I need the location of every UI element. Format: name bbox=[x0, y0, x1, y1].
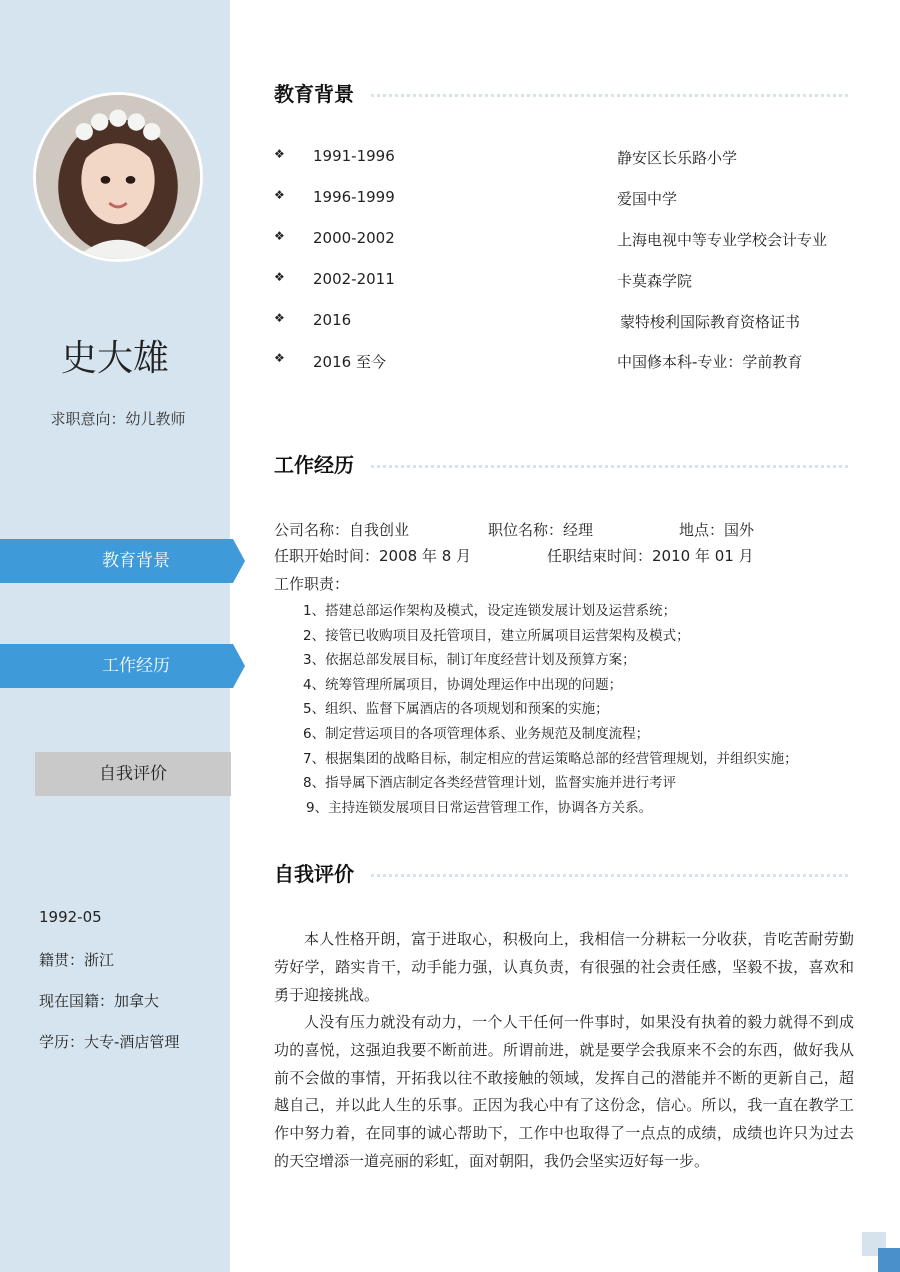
duty-item: 4、统筹管理所属项目，协调处理运作中出现的问题； bbox=[303, 677, 623, 693]
birth-date: 1992-05 bbox=[39, 908, 102, 926]
dotted-divider bbox=[371, 874, 848, 877]
self-evaluation-paragraph: 人没有压力就没有动力，一个人干任何一件事时，如果没有执着的毅力就得不到成功的喜悦，这强迫我要不断前进。所谓前进，就是要学会我原来不会的东西，做好我从前不会做的事情，开拓我以往不敢接触的领域，发挥自己的潜能并不断的更新自己，超越自己，并以此人生的乐事。正因为我心中有了这份念，信心。所以，我一直在教学工作中努力着，在同事的诚心帮助下，工作中也取得了一点点的成绩，成绩也许只为过去的天空增添一道亮丽的彩虹，面对朝阳，我仍会坚实迈好每一步。 bbox=[274, 1013, 854, 1170]
section-self-header bbox=[274, 858, 848, 888]
nav-self-label: 自我评价 bbox=[99, 764, 167, 784]
diamond-bullet-icon: ❖ bbox=[274, 188, 285, 202]
diamond-bullet-icon: ❖ bbox=[274, 147, 285, 161]
education-years: 1991-1996 bbox=[313, 147, 395, 165]
candidate-name: 史大雄 bbox=[60, 338, 169, 379]
section-work-header bbox=[274, 449, 848, 479]
education-school: 卡莫森学院 bbox=[617, 272, 693, 290]
work-start: 任职开始时间：2008 年 8 月 bbox=[274, 547, 472, 565]
section-title: 教育背景 bbox=[274, 82, 354, 106]
education-years: 1996-1999 bbox=[313, 188, 395, 206]
profile-photo bbox=[33, 92, 203, 262]
origin: 籍贯：浙江 bbox=[39, 951, 115, 969]
education-row bbox=[274, 147, 854, 171]
diamond-bullet-icon: ❖ bbox=[274, 351, 285, 365]
duty-item: 3、依据总部发展目标，制订年度经营计划及预算方案； bbox=[303, 652, 636, 668]
duty-item: 6、制定营运项目的各项管理体系、业务规范及制度流程； bbox=[303, 726, 650, 742]
nationality: 现在国籍：加拿大 bbox=[39, 992, 160, 1010]
duties-label: 工作职责： bbox=[274, 575, 350, 593]
dotted-divider bbox=[371, 94, 848, 97]
corner-decoration bbox=[878, 1248, 900, 1272]
education-school: 上海电视中等专业学校会计专业 bbox=[617, 231, 828, 249]
company-name: 公司名称：自我创业 bbox=[274, 521, 410, 539]
diamond-bullet-icon: ❖ bbox=[274, 311, 285, 325]
degree: 学历：大专-酒店管理 bbox=[39, 1033, 180, 1051]
job-intent: 求职意向：幼儿教师 bbox=[50, 410, 186, 428]
position-name: 职位名称：经理 bbox=[488, 521, 594, 539]
education-school: 蒙特梭利国际教育资格证书 bbox=[620, 313, 801, 331]
education-school: 中国修本科-专业：学前教育 bbox=[617, 353, 803, 371]
diamond-bullet-icon: ❖ bbox=[274, 270, 285, 284]
education-row bbox=[274, 311, 854, 335]
education-row bbox=[274, 229, 854, 253]
education-row bbox=[274, 351, 854, 375]
education-school: 静安区长乐路小学 bbox=[617, 149, 738, 167]
dotted-divider bbox=[371, 465, 848, 468]
work-location: 地点：国外 bbox=[679, 521, 755, 539]
nav-self-evaluation[interactable] bbox=[0, 752, 245, 796]
self-evaluation-paragraph: 本人性格开朗，富于进取心，积极向上，我相信一分耕耘一分收获，肯吃苦耐劳勤劳好学，踏实肯干，动手能力强，认真负责，有很强的社会责任感，坚毅不拔，喜欢和勇于迎接挑战。 bbox=[274, 930, 854, 1004]
section-title: 自我评价 bbox=[274, 862, 354, 886]
duty-item: 9、主持连锁发展项目日常运营管理工作，协调各方关系。 bbox=[306, 800, 653, 816]
education-row bbox=[274, 270, 854, 294]
nav-education-label: 教育背景 bbox=[102, 551, 170, 571]
section-title: 工作经历 bbox=[274, 453, 354, 477]
education-years: 2016 至今 bbox=[313, 353, 386, 371]
education-years: 2000-2002 bbox=[313, 229, 395, 247]
avatar-photo-icon bbox=[36, 95, 200, 259]
duty-item: 5、组织、监督下属酒店的各项规划和预案的实施； bbox=[303, 701, 609, 717]
education-school: 爱国中学 bbox=[617, 190, 678, 208]
duty-item: 1、搭建总部运作架构及模式，设定连锁发展计划及运营系统； bbox=[303, 603, 677, 619]
duty-item: 7、根据集团的战略目标，制定相应的营运策略总部的经营管理规划，并组织实施； bbox=[303, 751, 798, 767]
nav-work-label: 工作经历 bbox=[102, 656, 170, 676]
diamond-bullet-icon: ❖ bbox=[274, 229, 285, 243]
education-row bbox=[274, 188, 854, 212]
nav-work[interactable] bbox=[0, 644, 245, 688]
duty-item: 8、指导属下酒店制定各类经营管理计划，监督实施并进行考评 bbox=[303, 775, 677, 791]
section-education-header bbox=[274, 78, 848, 108]
nav-education[interactable] bbox=[0, 539, 245, 583]
duty-item: 2、接管已收购项目及托管项目，建立所属项目运营架构及模式； bbox=[303, 628, 690, 644]
work-end: 任职结束时间：2010 年 01 月 bbox=[547, 547, 754, 565]
education-years: 2002-2011 bbox=[313, 270, 395, 288]
education-years: 2016 bbox=[313, 311, 352, 329]
